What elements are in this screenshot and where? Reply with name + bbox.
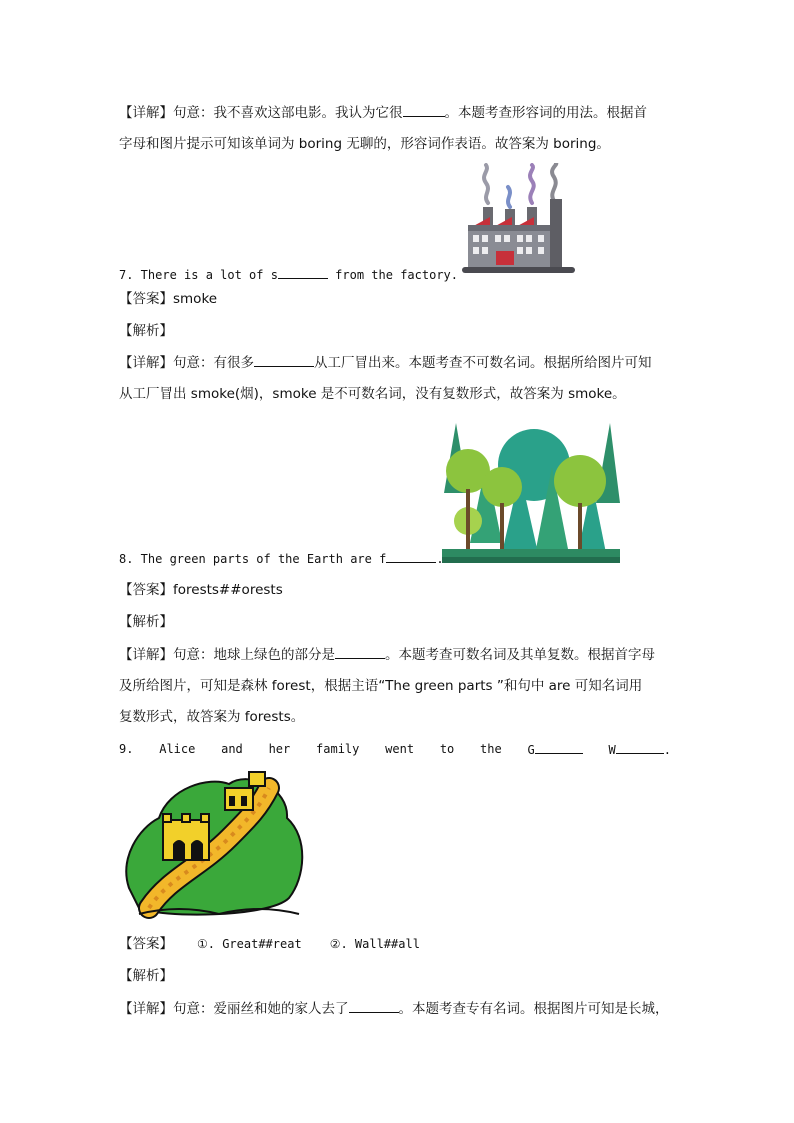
q9-word: 9. xyxy=(119,742,134,756)
q8-analysis-heading: 【解析】 xyxy=(119,614,173,630)
q7-question-text-a: 7. There is a lot of s xyxy=(119,268,278,282)
q8-question-text-b: . xyxy=(436,552,444,566)
q7-detail-line1 xyxy=(119,352,652,373)
q9-word: W xyxy=(608,743,616,757)
q9-word: . xyxy=(663,743,671,757)
answer-blank xyxy=(349,998,399,1013)
q9-word: her xyxy=(268,742,291,756)
q7-analysis-heading: 【解析】 xyxy=(119,323,173,339)
answer-blank xyxy=(535,739,583,754)
q8-question xyxy=(119,548,444,569)
q9-word: family xyxy=(316,742,360,756)
q8-answer xyxy=(119,580,283,600)
q8-detail-text-a: 【详解】句意：地球上绿色的部分是 xyxy=(119,647,335,663)
q8-answer-text: 【答案】forests##orests xyxy=(119,582,283,598)
answer-blank xyxy=(278,264,328,279)
q9-analysis-heading: 【解析】 xyxy=(119,968,173,984)
q7-question xyxy=(119,264,458,285)
q9-detail-text-a: 【详解】句意：爱丽丝和她的家人去了 xyxy=(119,1001,349,1017)
q6-detail-text-b: 。本题考查形容词的用法。根据首 xyxy=(444,105,647,121)
q9-word: and xyxy=(221,742,243,756)
q8-detail-line3: 复数形式，故答案为 forests。 xyxy=(119,709,305,725)
q7-detail-line2: 从工厂冒出 smoke(烟)，smoke 是不可数名词，没有复数形式，故答案为 smoke。 xyxy=(119,386,626,402)
q9-question xyxy=(119,739,671,760)
q9-word: Alice xyxy=(159,742,196,756)
q8-detail-line1 xyxy=(119,644,655,665)
great-wall-illustration xyxy=(119,768,309,921)
q7-question-text-b: from the factory. xyxy=(327,268,458,282)
q9-detail-text-b: 。本题考查专有名词。根据图片可知是长城， xyxy=(398,1001,669,1017)
answer-blank xyxy=(403,102,445,117)
q7-answer xyxy=(119,289,217,309)
answer-blank xyxy=(386,548,436,563)
q9-answer xyxy=(119,934,420,954)
q7-detail-text-a: 【详解】句意：有很多 xyxy=(119,355,254,371)
answer-blank xyxy=(616,739,664,754)
q9-answer-label: 【答案】 xyxy=(119,936,173,952)
q6-detail-text-a: 【详解】句意：我不喜欢这部电影。我认为它很 xyxy=(119,105,403,121)
q6-detail-line2: 字母和图片提示可知该单词为 boring 无聊的，形容词作表语。故答案为 boring。 xyxy=(119,136,610,152)
q9-word: went xyxy=(385,742,415,756)
q9-word: to xyxy=(439,742,455,756)
q6-detail-line1 xyxy=(119,102,647,123)
forest-illustration xyxy=(442,423,620,563)
answer-blank xyxy=(254,352,314,367)
q9-word: G xyxy=(527,743,535,757)
q7-answer-text: 【答案】smoke xyxy=(119,291,218,307)
factory-illustration xyxy=(462,163,575,275)
q9-detail-line1 xyxy=(119,998,669,1019)
q9-answer-2: ②. Wall##all xyxy=(329,937,420,951)
q8-question-text-a: 8. The green parts of the Earth are f xyxy=(119,552,387,566)
q7-detail-text-b: 从工厂冒出来。本题考查不可数名词。根据所给图片可知 xyxy=(314,355,652,371)
q8-detail-line2: 及所给图片，可知是森林 forest，根据主语“The green parts ”和句中 are 可知名词用 xyxy=(119,678,643,694)
q9-answer-1: ①. Great##reat xyxy=(197,937,302,951)
q9-word: the xyxy=(480,742,502,756)
q8-detail-text-b: 。本题考查可数名词及其单复数。根据首字母 xyxy=(385,647,655,663)
answer-blank xyxy=(335,644,385,659)
